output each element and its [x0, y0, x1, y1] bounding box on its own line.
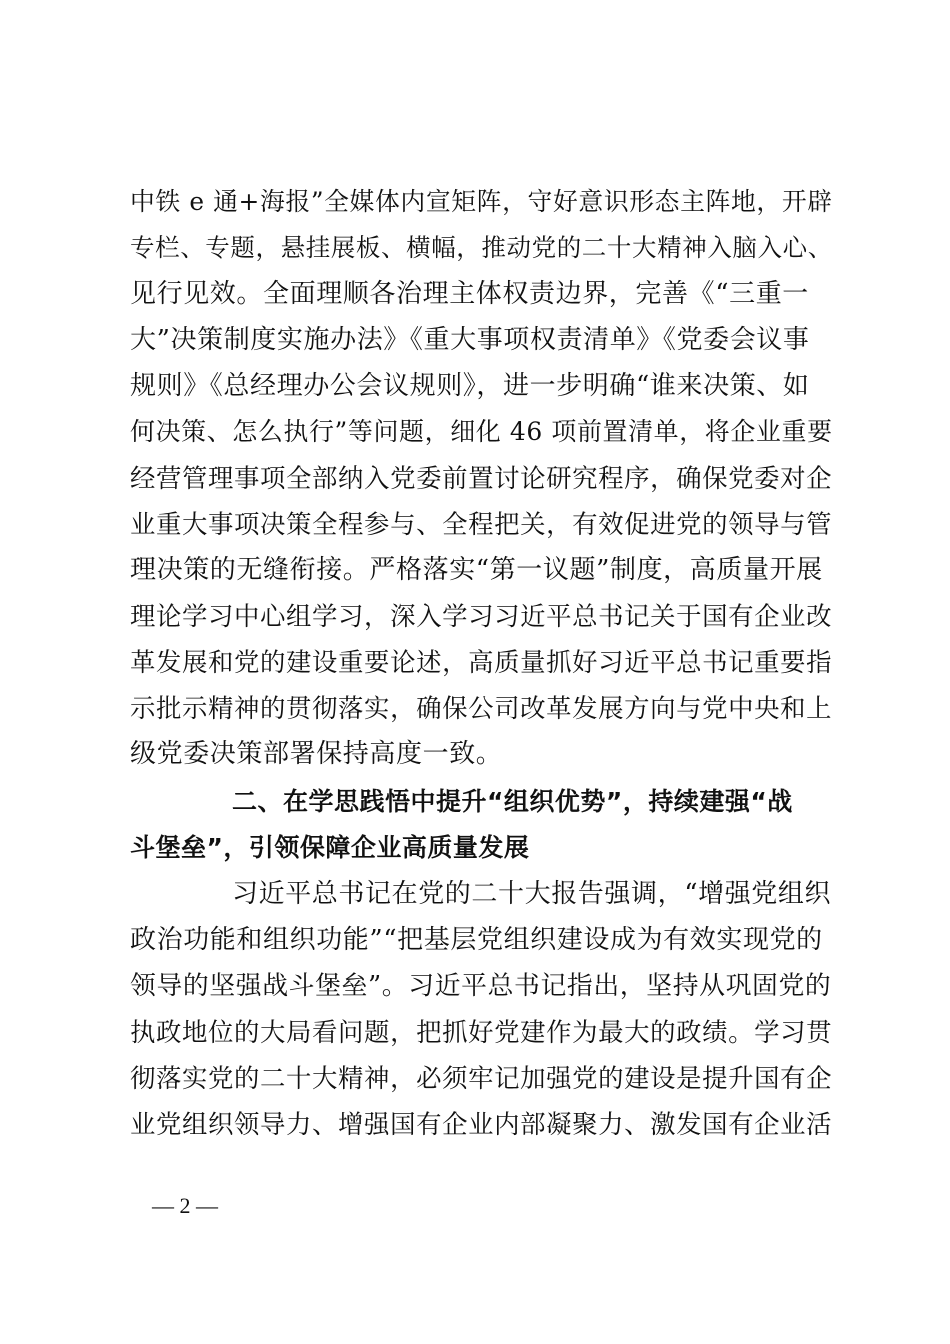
paragraph-line: 理论学习中心组学习，深入学习习近平总书记关于国有企业改 [130, 601, 833, 631]
paragraph-line: 业党组织领导力、增强国有企业内部凝聚力、激发国有企业活 [130, 1109, 833, 1139]
paragraph-line: 理决策的无缝衔接。严格落实“第一议题”制度，高质量开展 [130, 555, 823, 585]
paragraph-line: 大”决策制度实施办法》《重大事项权责清单》《党委会议事 [130, 325, 810, 355]
paragraph-line: 业重大事项决策全程参与、全程把关，有效促进党的领导与管 [130, 509, 833, 539]
section-heading-line: 二、在学思践悟中提升“组织优势”，持续建强“战 [232, 787, 793, 816]
paragraph-line: 习近平总书记在党的二十大报告强调，“增强党组织 [232, 879, 832, 909]
paragraph-line: 何决策、怎么执行”等问题，细化 46 项前置清单，将企业重要 [130, 417, 833, 446]
paragraph-line: 级党委决策部署保持高度一致。 [130, 739, 503, 769]
page-number: — 2 — [152, 1193, 218, 1218]
paragraph-line: 示批示精神的贯彻落实，确保公司改革发展方向与党中央和上 [130, 693, 833, 723]
paragraph-line: 执政地位的大局看问题，把抓好党建作为最大的政绩。学习贯 [130, 1017, 833, 1047]
paragraph-line: 领导的坚强战斗堡垒”。习近平总书记指出，坚持从巩固党的 [130, 971, 832, 1001]
paragraph-line: 中铁 e 通+海报”全媒体内宣矩阵，守好意识形态主阵地，开辟 [130, 187, 833, 216]
paragraph-line: 规则》《总经理办公会议规则》，进一步明确“谁来决策、如 [130, 371, 810, 401]
paragraph-line: 革发展和党的建设重要论述，高质量抓好习近平总书记重要指 [130, 647, 833, 677]
section-heading-line: 斗堡垒”，引领保障企业高质量发展 [130, 833, 530, 862]
paragraph-line: 经营管理事项全部纳入党委前置讨论研究程序，确保党委对企 [130, 463, 833, 493]
paragraph-line: 政治功能和组织功能”“把基层党组织建设成为有效实现党的 [130, 925, 823, 955]
paragraph-line: 专栏、专题，悬挂展板、横幅，推动党的二十大精神入脑入心、 [130, 233, 833, 262]
paragraph-line: 彻落实党的二十大精神，必须牢记加强党的建设是提升国有企 [130, 1063, 833, 1093]
paragraph-line: 见行见效。全面理顺各治理主体权责边界，完善《“三重一 [130, 279, 809, 309]
